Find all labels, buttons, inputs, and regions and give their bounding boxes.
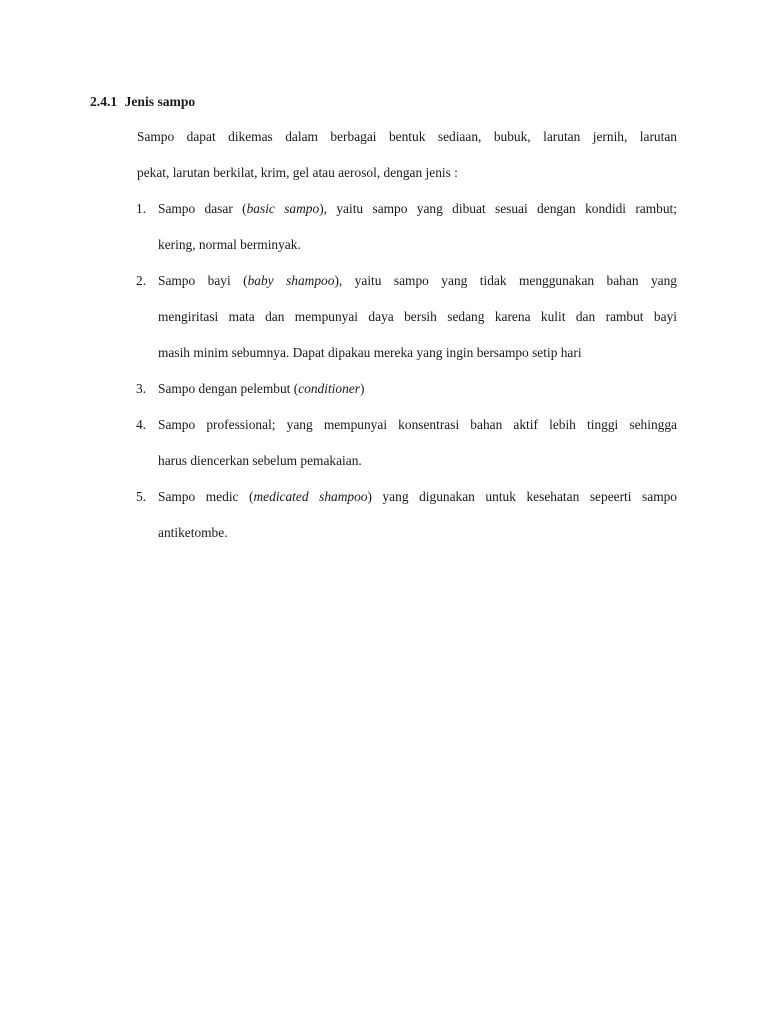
list-item-text: Sampo dasar ( (158, 201, 247, 216)
list-item-text: Sampo medic ( (158, 489, 254, 504)
list-marker: 5. (136, 489, 147, 504)
list-item-term: conditioner (298, 381, 360, 396)
list-item-continuation: kering, normal berminyak. (158, 237, 301, 252)
list-marker: 2. (136, 273, 147, 288)
list-item-text: ), yaitu sampo yang tidak menggunakan bahan yang (334, 273, 677, 288)
list-item-text: ) yang digunakan untuk kesehatan sepeerti sampo (367, 489, 678, 504)
list-item-term: baby shampoo (247, 273, 335, 288)
intro-paragraph (137, 119, 677, 191)
intro-line: pekat, larutan berkilat, krim, gel atau aerosol, dengan jenis : (137, 165, 458, 180)
list-marker: 3. (136, 381, 147, 396)
list-item (133, 479, 677, 551)
shampoo-types-list (133, 191, 677, 551)
list-item-line: Sampo professional; yang mempunyai konsentrasi bahan aktif lebih tinggi sehingga (158, 417, 677, 432)
list-item-line (158, 263, 677, 299)
list-item-text: ), yaitu sampo yang dibuat sesuai dengan kondidi rambut; (319, 201, 677, 216)
section-title: Jenis sampo (124, 94, 196, 109)
list-item-line (158, 191, 677, 227)
list-item-continuation: mengiritasi mata dan mempunyai daya bersih sedang karena kulit dan rambut bayi (158, 309, 677, 324)
list-item (133, 263, 677, 371)
list-item-line (158, 371, 677, 407)
list-marker: 4. (136, 417, 147, 432)
list-marker: 1. (136, 201, 147, 216)
list-item-continuation: masih minim sebumnya. Dapat dipakau mereka yang ingin bersampo setip hari (158, 345, 582, 360)
section-number: 2.4.1 (90, 94, 118, 109)
list-item (133, 407, 677, 479)
list-item-text: ) (359, 381, 365, 396)
list-item-continuation: harus diencerkan sebelum pemakaian. (158, 453, 362, 468)
list-item-continuation: antiketombe. (158, 525, 228, 540)
list-item-text: Sampo dengan pelembut ( (158, 381, 299, 396)
section-heading (90, 94, 195, 110)
list-item-line (158, 479, 677, 515)
list-item-term: medicated shampoo (253, 489, 368, 504)
list-item (133, 371, 677, 407)
intro-line: Sampo dapat dikemas dalam berbagai bentuk sediaan, bubuk, larutan jernih, larutan (137, 129, 677, 144)
list-item-term: basic sampo (246, 201, 320, 216)
list-item-text: Sampo bayi ( (158, 273, 248, 288)
list-item (133, 191, 677, 263)
